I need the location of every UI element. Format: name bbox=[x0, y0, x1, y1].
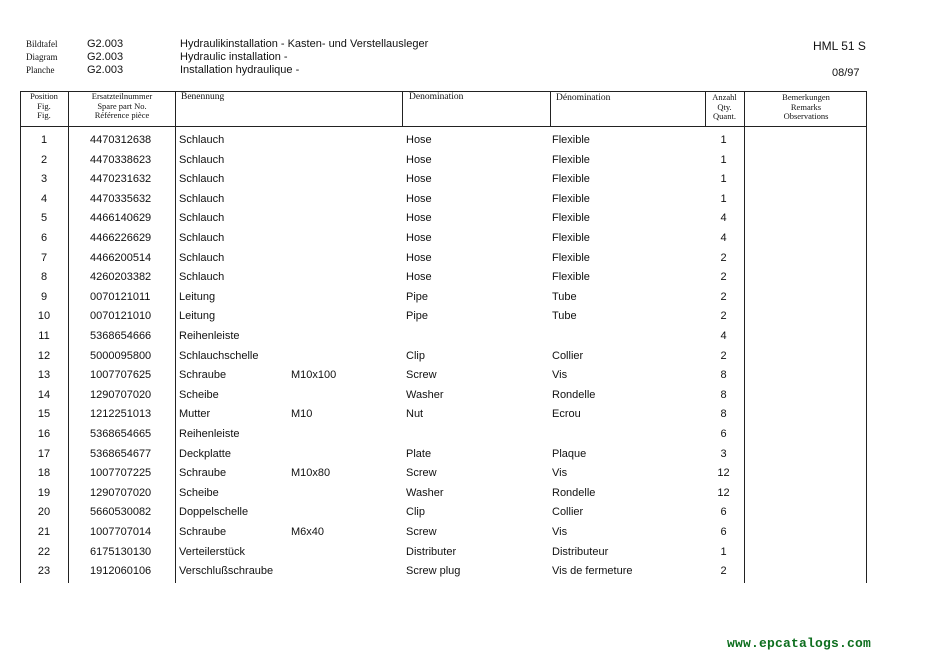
position-cell: 10 bbox=[37, 310, 51, 323]
position-cell: 15 bbox=[37, 408, 51, 421]
table-row bbox=[20, 487, 867, 507]
quantity-cell: 4 bbox=[720, 330, 727, 342]
table-row bbox=[20, 310, 867, 330]
position-cell: 5 bbox=[40, 212, 48, 225]
position-cell: 14 bbox=[37, 388, 51, 401]
quantity-cell: 2 bbox=[720, 310, 727, 323]
position-cell: 1 bbox=[40, 134, 48, 146]
table-row bbox=[20, 350, 867, 370]
denomination-en-cell: Distributer bbox=[406, 545, 457, 558]
table-row bbox=[20, 389, 867, 409]
spare-part-number: 5368654665 bbox=[90, 428, 152, 440]
machine-model: HML 51 S bbox=[813, 39, 866, 53]
quantity-cell: 1 bbox=[720, 192, 727, 205]
denomination-fr-cell: Flexible bbox=[552, 271, 590, 284]
position-cell: 17 bbox=[37, 447, 51, 460]
position-cell: 8 bbox=[40, 271, 48, 284]
position-cell: 2 bbox=[40, 153, 48, 166]
denomination-fr-cell: Vis bbox=[552, 369, 568, 382]
denomination-fr-cell: Flexible bbox=[552, 153, 590, 166]
quantity-cell: 12 bbox=[717, 467, 730, 480]
position-cell: 12 bbox=[37, 349, 51, 362]
denomination-fr-cell: Flexible bbox=[552, 134, 590, 146]
header-label-de: Bildtafel bbox=[26, 39, 58, 49]
benennung-cell: Mutter bbox=[179, 408, 211, 421]
denomination-fr-cell: Flexible bbox=[552, 251, 590, 264]
spare-part-number: 1007707014 bbox=[90, 526, 152, 538]
spare-part-number: 0070121010 bbox=[90, 310, 152, 323]
quantity-cell: 12 bbox=[717, 486, 730, 499]
document-date: 08/97 bbox=[832, 67, 860, 79]
denomination-en-cell: Hose bbox=[406, 153, 432, 166]
quantity-cell: 6 bbox=[720, 428, 727, 440]
header-label-en: Diagram bbox=[26, 52, 58, 62]
table-row bbox=[20, 546, 867, 566]
benennung-cell: Schlauch bbox=[179, 212, 225, 225]
website-watermark: www.epcatalogs.com bbox=[727, 636, 872, 651]
denomination-fr-cell: Rondelle bbox=[552, 486, 596, 499]
denomination-en-cell: Washer bbox=[406, 486, 444, 499]
denomination-fr-cell: Distributeur bbox=[552, 545, 609, 558]
diagram-title-fr: Installation hydraulique - bbox=[180, 64, 300, 76]
quantity-cell: 2 bbox=[720, 251, 727, 264]
spare-part-number: 1007707225 bbox=[90, 467, 152, 480]
position-cell: 22 bbox=[37, 545, 51, 558]
denomination-en-cell: Screw plug bbox=[406, 565, 461, 578]
column-divider bbox=[402, 91, 403, 127]
denomination-en-cell: Screw bbox=[406, 526, 437, 538]
denomination-en-cell: Hose bbox=[406, 212, 432, 225]
benennung-cell: Scheibe bbox=[179, 388, 219, 401]
position-cell: 21 bbox=[37, 526, 51, 538]
spare-part-number: 4470231632 bbox=[90, 173, 152, 186]
spare-part-number: 5368654666 bbox=[90, 330, 152, 342]
denomination-en-cell: Hose bbox=[406, 134, 432, 146]
spare-part-number: 5368654677 bbox=[90, 447, 152, 460]
table-row bbox=[20, 252, 867, 272]
benennung-cell: Schraube bbox=[179, 467, 227, 480]
benennung-cell: Schlauch bbox=[179, 251, 225, 264]
table-row bbox=[20, 330, 867, 350]
quantity-cell: 2 bbox=[720, 271, 727, 284]
spare-part-number: 1212251013 bbox=[90, 408, 152, 421]
table-row bbox=[20, 428, 867, 448]
spare-part-number: 1912060106 bbox=[90, 565, 152, 578]
benennung-cell: Leitung bbox=[179, 290, 216, 303]
denomination-fr-cell: Vis bbox=[552, 526, 568, 538]
quantity-cell: 2 bbox=[720, 290, 727, 303]
quantity-cell: 6 bbox=[720, 526, 727, 538]
spare-part-number: 4466140629 bbox=[90, 212, 152, 225]
size-spec-cell: M10x80 bbox=[291, 467, 331, 480]
size-spec-cell: M10x100 bbox=[291, 369, 337, 382]
position-cell: 4 bbox=[40, 192, 48, 205]
size-spec-cell: M10 bbox=[291, 408, 313, 421]
denomination-fr-cell: Tube bbox=[552, 290, 577, 303]
spare-part-number: 4470312638 bbox=[90, 134, 152, 146]
denomination-fr-cell: Rondelle bbox=[552, 388, 596, 401]
position-cell: 6 bbox=[40, 232, 48, 244]
column-header-denomination-fr: Dénomination bbox=[556, 93, 611, 103]
benennung-cell: Reihenleiste bbox=[179, 330, 240, 342]
denomination-en-cell: Hose bbox=[406, 271, 432, 284]
quantity-cell: 6 bbox=[720, 506, 727, 519]
spare-part-number: 4470338623 bbox=[90, 153, 152, 166]
column-header-denomination-en: Denomination bbox=[409, 92, 464, 102]
quantity-cell: 1 bbox=[720, 153, 727, 166]
table-row bbox=[20, 154, 867, 174]
benennung-cell: Schlauch bbox=[179, 192, 225, 205]
diagram-code-de: G2.003 bbox=[87, 38, 124, 50]
denomination-fr-cell: Ecrou bbox=[552, 408, 581, 421]
table-row bbox=[20, 271, 867, 291]
table-row bbox=[20, 565, 867, 585]
denomination-en-cell: Hose bbox=[406, 192, 432, 205]
spare-part-number: 6175130130 bbox=[90, 545, 152, 558]
denomination-fr-cell: Plaque bbox=[552, 447, 587, 460]
table-row bbox=[20, 212, 867, 232]
position-cell: 13 bbox=[37, 369, 51, 382]
position-cell: 23 bbox=[37, 565, 51, 578]
denomination-en-cell: Plate bbox=[406, 447, 432, 460]
denomination-fr-cell: Flexible bbox=[552, 192, 590, 205]
quantity-cell: 1 bbox=[720, 173, 727, 186]
denomination-en-cell: Hose bbox=[406, 173, 432, 186]
quantity-cell: 2 bbox=[720, 349, 727, 362]
column-header-remarks: Bemerkungen Remarks Observations bbox=[782, 92, 830, 121]
table-row bbox=[20, 193, 867, 213]
position-cell: 9 bbox=[40, 290, 48, 303]
table-row bbox=[20, 448, 867, 468]
column-header-position: Position Fig. Fig. bbox=[30, 91, 58, 120]
spare-part-number: 1290707020 bbox=[90, 388, 152, 401]
denomination-fr-cell: Collier bbox=[552, 506, 584, 519]
table-row bbox=[20, 467, 867, 487]
column-divider bbox=[550, 91, 551, 127]
table-row bbox=[20, 291, 867, 311]
quantity-cell: 2 bbox=[720, 565, 727, 578]
diagram-title-en: Hydraulic installation - bbox=[180, 51, 288, 63]
column-header-quantity: Anzahl Qty. Quant. bbox=[712, 92, 737, 121]
spare-part-number: 1007707625 bbox=[90, 369, 152, 382]
position-cell: 3 bbox=[40, 173, 48, 186]
position-cell: 19 bbox=[37, 486, 51, 499]
header-label-fr: Planche bbox=[26, 65, 55, 75]
denomination-fr-cell: Flexible bbox=[552, 212, 590, 225]
spare-part-number: 5660530082 bbox=[90, 506, 152, 519]
denomination-en-cell: Washer bbox=[406, 388, 444, 401]
quantity-cell: 1 bbox=[720, 545, 727, 558]
benennung-cell: Schlauch bbox=[179, 232, 225, 244]
position-cell: 18 bbox=[37, 467, 51, 480]
denomination-en-cell: Screw bbox=[406, 467, 437, 480]
column-header-spare-part: Ersatzteilnummer Spare part No. Référence pièce bbox=[91, 91, 153, 120]
denomination-fr-cell: Vis de fermeture bbox=[552, 565, 633, 578]
denomination-fr-cell: Vis bbox=[552, 467, 568, 480]
denomination-en-cell: Hose bbox=[406, 251, 432, 264]
spare-part-number: 4466226629 bbox=[90, 232, 152, 244]
denomination-en-cell: Hose bbox=[406, 232, 432, 244]
quantity-cell: 8 bbox=[720, 388, 727, 401]
quantity-cell: 4 bbox=[720, 212, 727, 225]
table-row bbox=[20, 526, 867, 546]
spare-part-number: 1290707020 bbox=[90, 486, 152, 499]
benennung-cell: Schraube bbox=[179, 526, 227, 538]
benennung-cell: Schlauch bbox=[179, 153, 225, 166]
table-row bbox=[20, 408, 867, 428]
benennung-cell: Scheibe bbox=[179, 486, 219, 499]
denomination-fr-cell: Tube bbox=[552, 310, 577, 323]
table-row bbox=[20, 134, 867, 154]
table-header-divider bbox=[20, 126, 867, 127]
benennung-cell: Reihenleiste bbox=[179, 428, 240, 440]
denomination-fr-cell: Collier bbox=[552, 349, 584, 362]
spare-part-number: 5000095800 bbox=[90, 349, 152, 362]
quantity-cell: 8 bbox=[720, 369, 727, 382]
quantity-cell: 3 bbox=[720, 447, 727, 460]
table-row bbox=[20, 506, 867, 526]
position-cell: 7 bbox=[40, 251, 48, 264]
benennung-cell: Deckplatte bbox=[179, 447, 231, 460]
spare-part-number: 4466200514 bbox=[90, 251, 152, 264]
diagram-code-en: G2.003 bbox=[87, 51, 124, 63]
benennung-cell: Verteilerstück bbox=[179, 545, 246, 558]
denomination-en-cell: Screw bbox=[406, 369, 437, 382]
denomination-en-cell: Clip bbox=[406, 349, 425, 362]
benennung-cell: Schlauch bbox=[179, 271, 225, 284]
table-row bbox=[20, 232, 867, 252]
quantity-cell: 8 bbox=[720, 408, 727, 421]
diagram-code-fr: G2.003 bbox=[87, 64, 124, 76]
benennung-cell: Schlauch bbox=[179, 173, 225, 186]
spare-part-number: 4470335632 bbox=[90, 192, 152, 205]
benennung-cell: Leitung bbox=[179, 310, 216, 323]
position-cell: 20 bbox=[37, 506, 51, 519]
benennung-cell: Schlauchschelle bbox=[179, 349, 259, 362]
diagram-title-de: Hydraulikinstallation - Kasten- und Verstellausleger bbox=[180, 38, 429, 50]
position-cell: 11 bbox=[38, 330, 50, 342]
benennung-cell: Doppelschelle bbox=[179, 506, 249, 519]
denomination-en-cell: Pipe bbox=[406, 310, 429, 323]
denomination-en-cell: Pipe bbox=[406, 290, 429, 303]
denomination-fr-cell: Flexible bbox=[552, 173, 590, 186]
benennung-cell: Schraube bbox=[179, 369, 227, 382]
table-row bbox=[20, 173, 867, 193]
spare-part-number: 4260203382 bbox=[90, 271, 152, 284]
denomination-en-cell: Nut bbox=[406, 408, 424, 421]
denomination-en-cell: Clip bbox=[406, 506, 425, 519]
size-spec-cell: M6x40 bbox=[291, 526, 325, 538]
quantity-cell: 4 bbox=[720, 232, 727, 244]
benennung-cell: Schlauch bbox=[179, 134, 225, 146]
benennung-cell: Verschlußschraube bbox=[179, 565, 274, 578]
denomination-fr-cell: Flexible bbox=[552, 232, 590, 244]
table-row bbox=[20, 369, 867, 389]
column-header-benennung: Benennung bbox=[181, 92, 225, 102]
position-cell: 16 bbox=[37, 428, 51, 440]
spare-part-number: 0070121011 bbox=[90, 290, 151, 303]
quantity-cell: 1 bbox=[720, 134, 727, 146]
